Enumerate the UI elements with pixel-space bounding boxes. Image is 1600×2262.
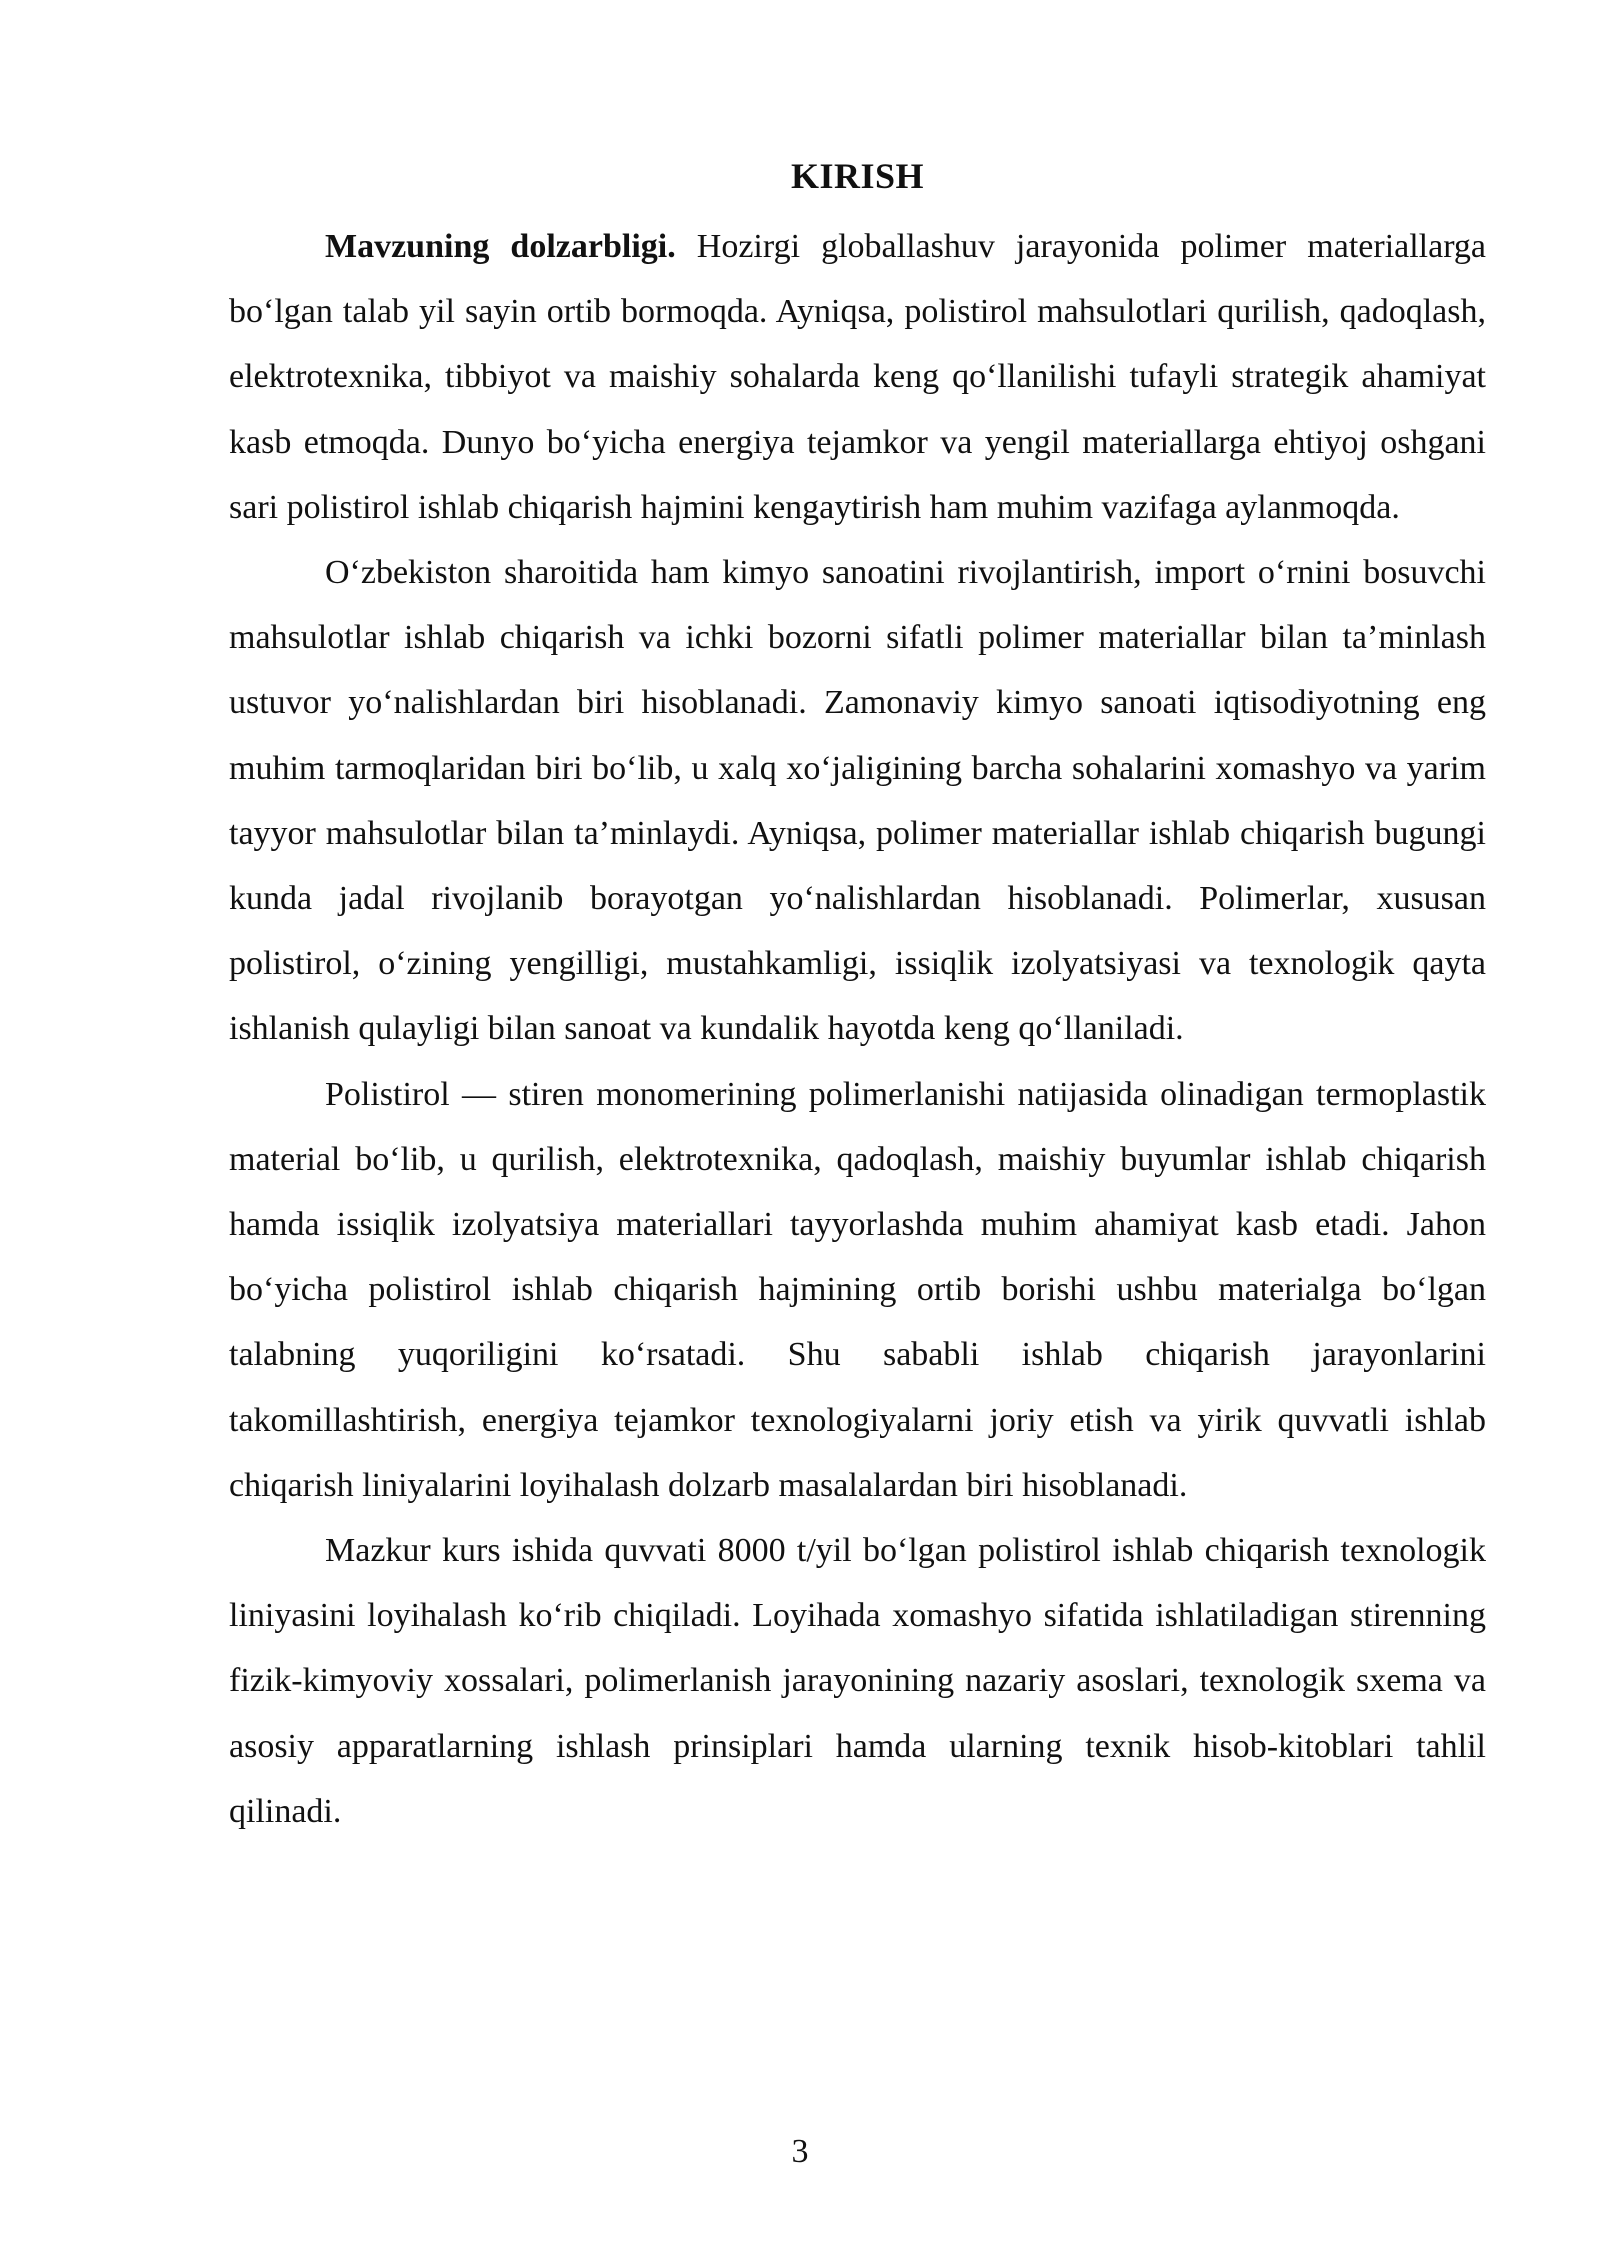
page-number: 3 [791, 2133, 809, 2170]
page-content [229, 148, 1486, 1844]
paragraph-relevance [229, 214, 1486, 540]
paragraph-text: Polistirol — stiren monomerining polimerlanishi natijasida olinadigan termoplastik material bo‘lib, u qurilish, elektrotexnika, qadoqlash, maishiy buyumlar ishlab chiqarish hamda issiqlik izolyatsiya materiallari tayyorlashda muhim ahamiyat kasb etadi. Jahon bo‘yicha polistirol ishlab chiqarish hajmining ortib borishi ushbu materialga bo‘lgan talabning yuqoriligini ko‘rsatadi. Shu sababli ishlab chiqarish jarayonlarini takomillashtirish, energiya tejamkor texnologiyalarni joriy etish va yirik quvvatli ishlab chiqarish liniyalarini loyihalash dolzarb masalalardan biri hisoblanadi. [229, 1075, 1486, 1504]
paragraph-polystyrene [229, 1062, 1486, 1518]
paragraph-text: O‘zbekiston sharoitida ham kimyo sanoatini rivojlantirish, import o‘rnini bosuvchi mahsulotlar ishlab chiqarish va ichki bozorni sifatli polimer materiallar bilan ta’minlash ustuvor yo‘nalishlardan biri hisoblanadi. Zamonaviy kimyo sanoati iqtisodiyotning eng muhim tarmoqlaridan biri bo‘lib, u xalq xo‘jaligining barcha sohalarini xomashyo va yarim tayyor mahsulotlar bilan ta’minlaydi. Ayniqsa, polimer materiallar ishlab chiqarish bugungi kunda jadal rivojlanib borayotgan yo‘nalishlardan hisoblanadi. Polimerlar, xususan polistirol, o‘zining yengilligi, mustahkamligi, issiqlik izolyatsiyasi va texnologik qayta ishlanish qulayligi bilan sanoat va kundalik hayotda keng qo‘llaniladi. [229, 554, 1486, 1048]
section-title: KIRISH [790, 156, 925, 196]
paragraph-text: Hozirgi globallashuv jarayonida polimer materiallarga bo‘lgan talab yil sayin ortib bormoqda. Ayniqsa, polistirol mahsulotlari qurilish, qadoqlash, elektrotexnika, tibbiyot va maishiy sohalarda keng qo‘llanilishi tufayli strategik ahamiyat kasb etmoqda. Dunyo bo‘yicha energiya tejamkor va yengil materiallarga ehtiyoj oshgani sari polistirol ishlab chiqarish hajmini kengaytirish ham muhim vazifaga aylanmoqda. [229, 228, 1487, 526]
paragraph-lead: Mavzuning dolzarbligi. [325, 228, 676, 265]
paragraph-uzbekistan [229, 540, 1486, 1062]
paragraph-course-work [229, 1518, 1486, 1844]
paragraph-text: Mazkur kurs ishida quvvati 8000 t/yil bo‘lgan polistirol ishlab chiqarish texnologik liniyasini loyihalash ko‘rib chiqiladi. Loyihada xomashyo sifatida ishlatiladigan stirenning fizik-kimyoviy xossalari, polimerlanish jarayonining nazariy asoslari, texnologik sxema va asosiy apparatlarning ishlash prinsiplari hamda ularning texnik hisob-kitoblari tahlil qilinadi. [229, 1532, 1486, 1830]
